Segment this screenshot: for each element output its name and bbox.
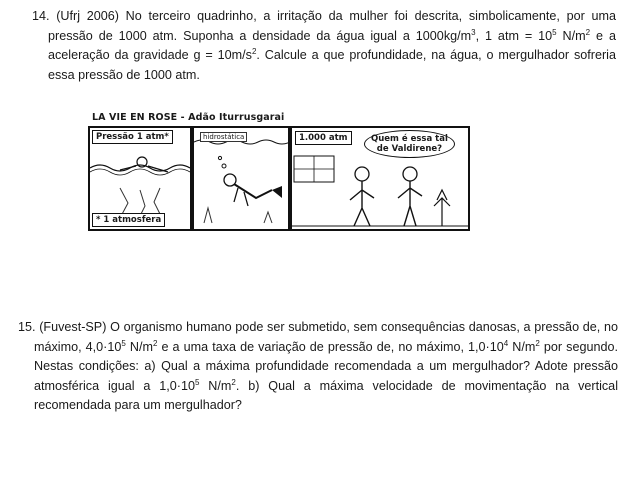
diver-illustration xyxy=(194,128,288,229)
speech-line-1: Quem é essa tal xyxy=(371,134,448,144)
panel-3-caption: 1.000 atm xyxy=(295,131,352,145)
question-15-text: 15. (Fuvest-SP) O organismo humano pode ser submetido, sem consequências danosas, a pressão de, no máximo, $4,0\cdot 10^5$ $N/m^2$ e a uma taxa de variação de pressão de, no máximo, $1,0\cdot 10^4$ $N/m^2$ por segundo. Nestas condições: a) Qual a máxima profundidade recomendada a um mergulhador? Adote pressão atmosférica igual a $1,0\cdot 10^5$ $N/m^2$. b) Qual a máxima velocidade de movimentação na vertical recomendada para um mergulhador? xyxy=(18,320,618,412)
question-14-number: 14. xyxy=(32,9,50,23)
speech-bubble xyxy=(364,130,455,158)
comic-panel-3 xyxy=(290,126,470,231)
comic-panel-1 xyxy=(88,126,192,231)
question-14 xyxy=(32,7,616,85)
question-15 xyxy=(18,318,618,416)
panel-2-tag: hidrostática xyxy=(200,132,247,142)
panel-1-caption: Pressão 1 atm* xyxy=(92,130,173,144)
comic-title: LA VIE EN ROSE - Adão Iturrusgarai xyxy=(92,112,285,123)
comic-panel-2 xyxy=(192,126,290,231)
speech-line-2: de Valdirene? xyxy=(376,144,443,154)
comic-strip xyxy=(88,112,468,228)
question-14-text: 14. (Ufrj 2006) No terceiro quadrinho, a irritação da mulher foi descrita, simbolicamente, por uma pressão de 1000 atm. Suponha a densidade da água igual a $1000kg/m^3$, 1 atm = $10^5$ $N/m^2$ e a aceleração da gravidade $g = 10m/s^2$. Calcule a que profundidade, na água, o mergulhador sofreria essa pressão de 1000 atm. xyxy=(32,9,616,82)
question-15-number: 15. xyxy=(18,320,36,334)
panel-1-footnote: * 1 atmosfera xyxy=(92,213,165,227)
